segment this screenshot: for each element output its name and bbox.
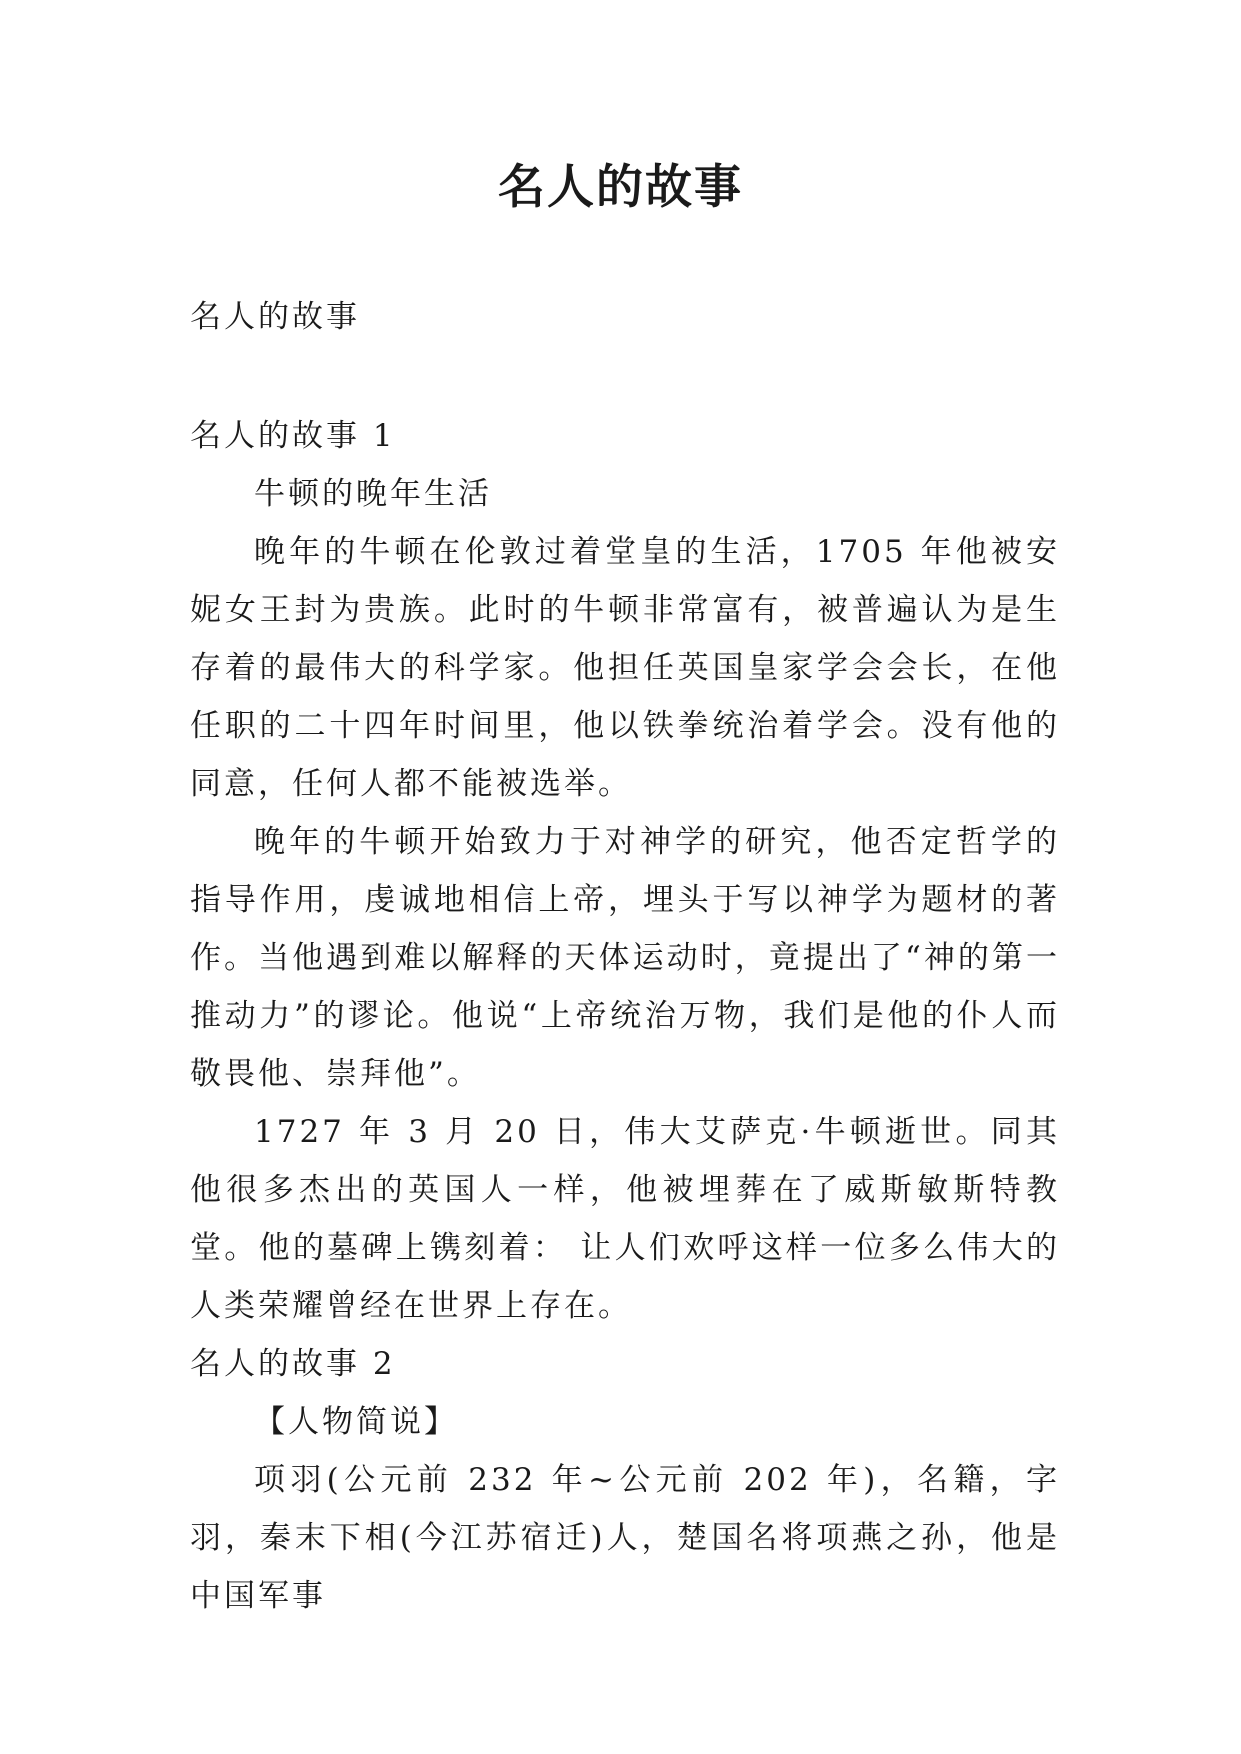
section-subheading: 【人物简说】 [254,1404,458,1440]
document-title: 名人的故事 [498,160,743,215]
paragraph: 项羽(公元前 232 年~公元前 202 年)，名籍，字羽，秦末下相(今江苏宿迁)人，楚国名将项燕之孙，他是中国军事 [190,1462,1060,1614]
paragraph: 晚年的牛顿在伦敦过着堂皇的生活，1705 年他被安妮女王封为贵族。此时的牛顿非常富有，被普遍认为是生存着的最伟大的科学家。他担任英国皇家学会会长，在他任职的二十四年时间里，他以铁拳统治着学会。没有他的同意，任何人都不能被选举。 [190,534,1060,802]
document-subtitle: 名人的故事 [190,299,360,335]
document-body [190,288,1060,1625]
paragraph: 1727 年 3 月 20 日，伟大艾萨克·牛顿逝世。同其他很多杰出的英国人一样，他被埋葬在了威斯敏斯特教堂。他的墓碑上镌刻着： 让人们欢呼这样一位多么伟大的人类荣耀曾经在世界上存在。 [190,1114,1060,1324]
paragraph: 晚年的牛顿开始致力于对神学的研究，他否定哲学的指导作用，虔诚地相信上帝，埋头于写以神学为题材的著作。当他遇到难以解释的天体运动时，竟提出了“神的第一推动力”的谬论。他说“上帝统治万物，我们是他的仆人而敬畏他、崇拜他”。 [190,824,1060,1092]
section-subheading: 牛顿的晚年生活 [254,476,492,512]
section-heading: 名人的故事 2 [190,1346,396,1382]
section-heading: 名人的故事 1 [190,418,396,454]
